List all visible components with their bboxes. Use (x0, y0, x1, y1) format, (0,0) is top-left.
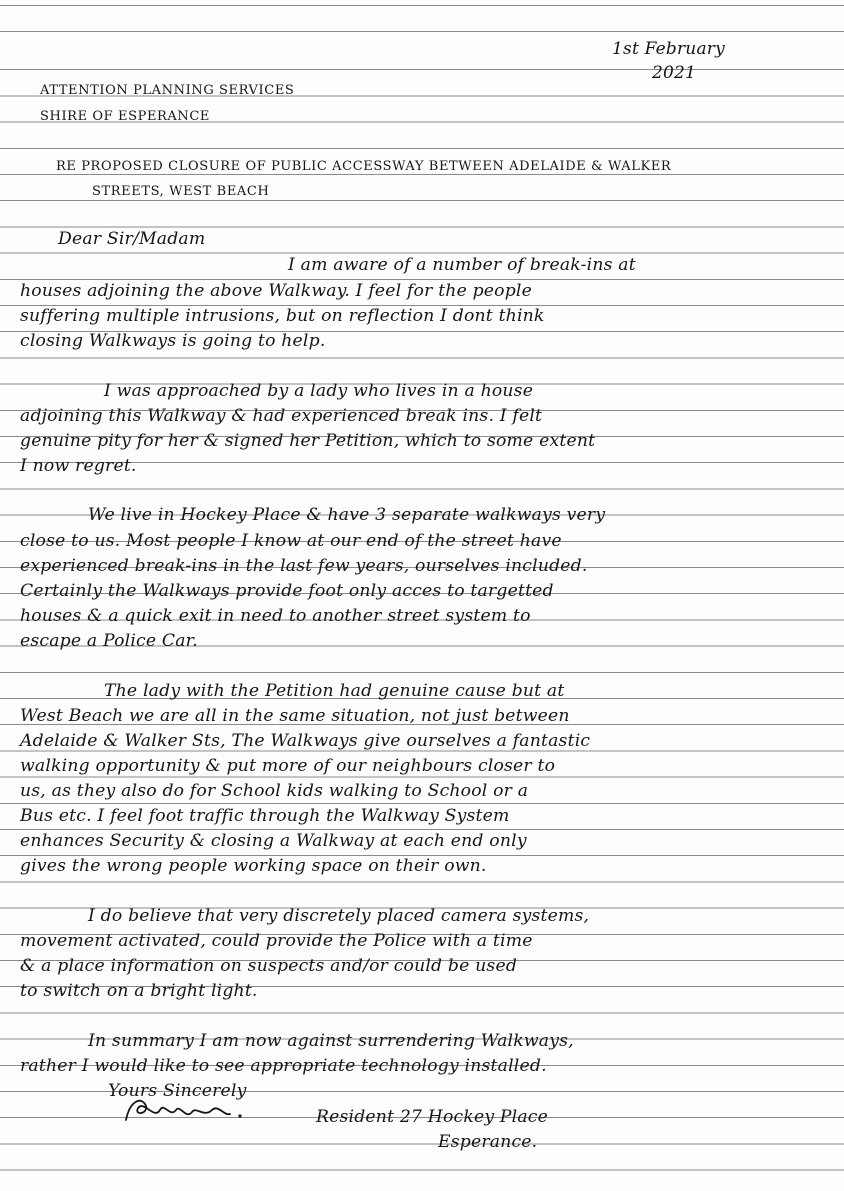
subject-line: RE PROPOSED CLOSURE OF PUBLIC ACCESSWAY BETWEEN ADELAIDE & WALKER (56, 159, 672, 174)
body-line: Adelaide & Walker Sts, The Walkways give ourselves a fantastic (20, 731, 591, 751)
body-line: gives the wrong people working space on their own. (20, 856, 487, 876)
salutation: Dear Sir/Madam (58, 229, 206, 249)
recipient-line: SHIRE OF ESPERANCE (40, 109, 211, 124)
body-line: movement activated, could provide the Police with a time (20, 931, 533, 951)
body-line: adjoining this Walkway & had experienced break ins. I felt (20, 406, 543, 426)
body-line: & a place information on suspects and/or could be used (20, 956, 518, 976)
signature-scribble (120, 1090, 260, 1130)
closing: Yours Sincerely (108, 1081, 247, 1101)
body-line: houses & a quick exit in need to another street system to (20, 606, 531, 626)
letter-date: 1st February (612, 39, 725, 59)
sender-address: Esperance. (438, 1132, 538, 1152)
body-line: to switch on a bright light. (20, 981, 258, 1001)
recipient-line: ATTENTION PLANNING SERVICES (40, 83, 295, 98)
subject-line: STREETS, WEST BEACH (92, 184, 270, 199)
body-line: West Beach we are all in the same situation, not just between (20, 706, 570, 726)
body-line: genuine pity for her & signed her Petition, which to some extent (20, 431, 596, 451)
body-line: suffering multiple intrusions, but on reflection I dont think (20, 306, 545, 326)
body-line: enhances Security & closing a Walkway at each end only (20, 831, 527, 851)
body-line: I was approached by a lady who lives in a house (104, 381, 534, 401)
body-line: close to us. Most people I know at our end of the street have (20, 531, 562, 551)
body-line: closing Walkways is going to help. (20, 331, 326, 351)
body-line: experienced break-ins in the last few years, ourselves included. (20, 556, 588, 576)
body-line: houses adjoining the above Walkway. I feel for the people (20, 281, 532, 301)
body-line: Certainly the Walkways provide foot only acces to targetted (20, 581, 554, 601)
sender-address: Resident 27 Hockey Place (316, 1107, 549, 1127)
letter-date-year: 2021 (652, 63, 697, 83)
body-line: escape a Police Car. (20, 631, 198, 651)
body-line: us, as they also do for School kids walking to School or a (20, 781, 529, 801)
body-line: I do believe that very discretely placed camera systems, (88, 906, 590, 926)
body-line: I am aware of a number of break-ins at (288, 255, 636, 275)
body-line: rather I would like to see appropriate technology installed. (20, 1056, 547, 1076)
body-line: We live in Hockey Place & have 3 separate walkways very (88, 505, 606, 525)
body-line: In summary I am now against surrendering Walkways, (88, 1031, 574, 1051)
body-line: I now regret. (20, 456, 137, 476)
body-line: Bus etc. I feel foot traffic through the Walkway System (20, 806, 510, 826)
body-line: walking opportunity & put more of our neighbours closer to (20, 756, 556, 776)
body-line: The lady with the Petition had genuine cause but at (104, 681, 565, 701)
